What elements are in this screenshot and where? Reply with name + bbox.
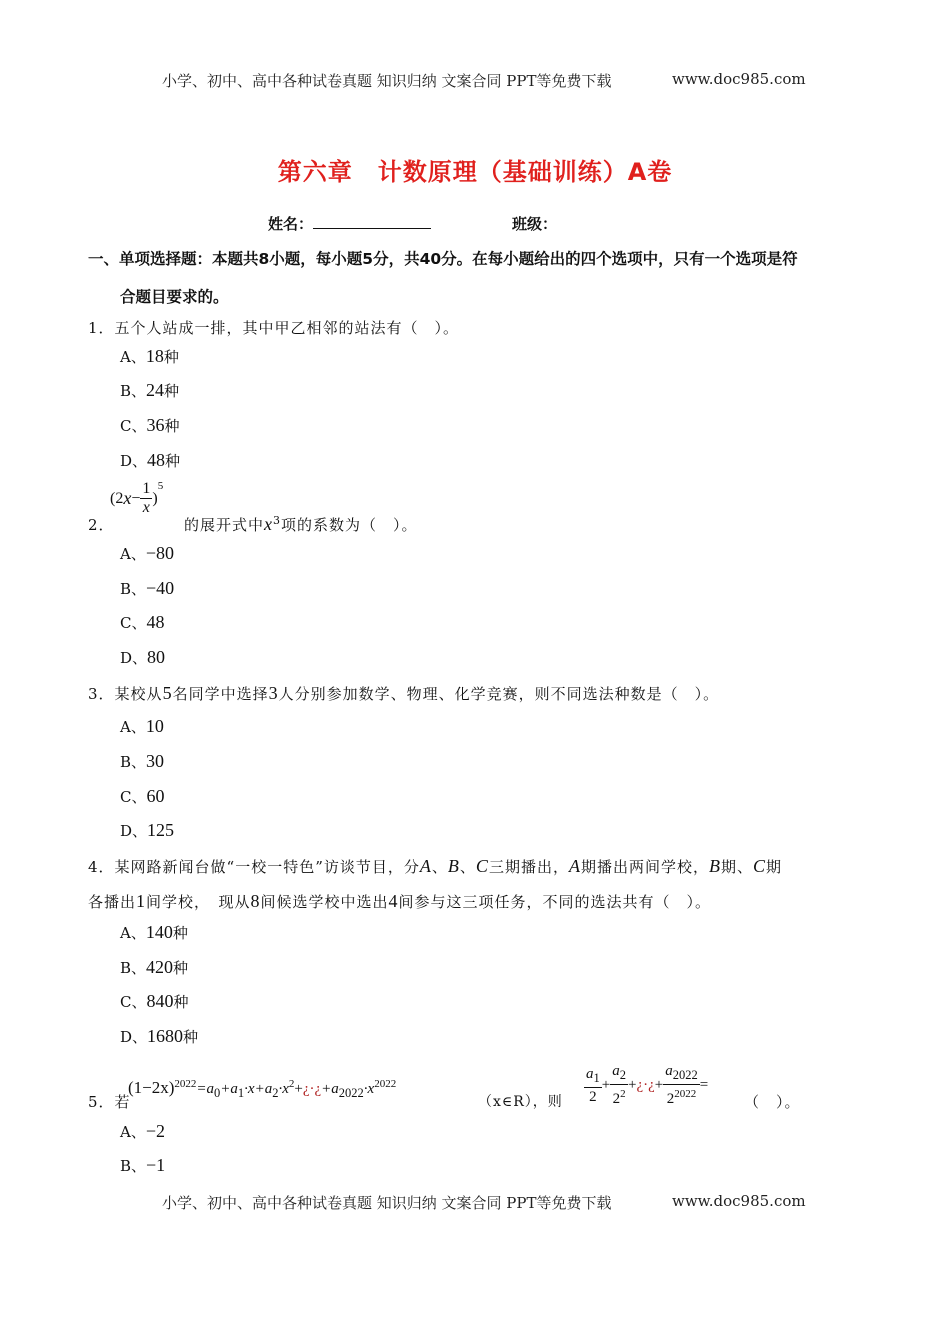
q4-var-b: B bbox=[447, 856, 460, 876]
q5-number: 5． bbox=[88, 1093, 115, 1111]
option-value: 10 bbox=[145, 716, 164, 736]
q4-l2-text-1: 各播出 bbox=[88, 893, 137, 911]
frac-num-sub: 2022 bbox=[672, 1068, 698, 1082]
q5-eq2: = bbox=[699, 1076, 709, 1093]
section-heading-line1: 一、单项选择题：本题共8小题，每小题5分，共40分。在每小题给出的四个选项中，只有一个选项是符 bbox=[88, 250, 798, 268]
q5-ellipsis: ¿·¿ bbox=[302, 1081, 322, 1097]
q4-option-c bbox=[120, 991, 189, 1012]
option-value: 18 bbox=[145, 346, 164, 366]
option-value: 48 bbox=[146, 612, 165, 632]
q3-option-a bbox=[120, 716, 164, 737]
q3-num-1: 5 bbox=[162, 683, 173, 703]
option-letter: B、 bbox=[120, 1157, 147, 1175]
option-letter: B、 bbox=[120, 959, 147, 977]
q1-option-c bbox=[120, 415, 180, 436]
q5-condition: （x∈R），则 bbox=[478, 1094, 563, 1110]
q4-l2-num-1: 1 bbox=[136, 891, 147, 911]
q3-num-2: 3 bbox=[268, 683, 279, 703]
q4-var-c2: C bbox=[752, 856, 766, 876]
q4-var-c: C bbox=[475, 856, 489, 876]
question-5-number bbox=[88, 1091, 131, 1112]
expr-x: x bbox=[123, 488, 132, 508]
q4-var-a2: A bbox=[568, 856, 581, 876]
q5-eq: =a bbox=[196, 1081, 215, 1097]
q4-var-b2: B bbox=[708, 856, 721, 876]
option-letter: D、 bbox=[120, 822, 148, 840]
expr-close: ) bbox=[152, 489, 158, 507]
q2-term-x: x bbox=[264, 514, 274, 534]
q2-option-d bbox=[120, 647, 165, 668]
option-unit: 种 bbox=[172, 924, 188, 942]
frac-den: 2 bbox=[612, 1091, 621, 1107]
q2-expression bbox=[110, 480, 163, 517]
q5-option-a bbox=[120, 1121, 165, 1142]
frac-den-pow: 2 bbox=[620, 1088, 626, 1100]
header-site: www.doc985.com bbox=[672, 70, 806, 88]
frac-den-pow: 2022 bbox=[674, 1088, 697, 1100]
name-field bbox=[268, 213, 431, 234]
frac-den: 2 bbox=[589, 1088, 597, 1105]
option-letter: C、 bbox=[120, 993, 147, 1011]
section-heading-line2: 合题目要求的。 bbox=[120, 288, 229, 306]
q4-sep-2: 、 bbox=[459, 858, 476, 876]
option-value: 24 bbox=[146, 380, 165, 400]
option-value: 30 bbox=[146, 751, 165, 771]
option-unit: 种 bbox=[173, 993, 189, 1011]
frac-num: a bbox=[612, 1063, 620, 1079]
q5-option-b bbox=[120, 1155, 165, 1176]
question-2-text bbox=[184, 514, 418, 535]
option-value: 1680 bbox=[147, 1026, 184, 1046]
q5-ellipsis-2: ¿·¿ bbox=[636, 1076, 655, 1093]
frac-num: a bbox=[665, 1063, 673, 1079]
frac-num-sub: 2 bbox=[619, 1068, 626, 1082]
option-value: −40 bbox=[146, 578, 175, 598]
question-4-line1 bbox=[88, 856, 782, 877]
q4-text-3: 期播出两间学校， bbox=[580, 858, 709, 876]
q5-sub-2: 2 bbox=[272, 1086, 279, 1100]
q1-option-d bbox=[120, 450, 180, 471]
frac-num: a bbox=[586, 1065, 594, 1082]
q4-sep-1: 、 bbox=[431, 858, 448, 876]
footer-site: www.doc985.com bbox=[672, 1192, 806, 1210]
q5-pow-2022: 2022 bbox=[374, 1078, 397, 1090]
q4-text-5: 期 bbox=[766, 858, 783, 876]
expr-pow: 5 bbox=[157, 480, 164, 492]
option-letter: D、 bbox=[120, 1028, 148, 1046]
q3-text-3: 人分别参加数学、物理、化学竞赛，则不同选法种数是（ ）。 bbox=[278, 685, 720, 703]
option-value: 36 bbox=[146, 415, 165, 435]
footer-text: 小学、初中、高中各种试卷真题 知识归纳 文案合同 PPT等免费下载 bbox=[162, 1194, 612, 1212]
q4-l2-text-2: 间学校， 现从 bbox=[146, 893, 251, 911]
q5-frac-2 bbox=[610, 1062, 628, 1108]
class-label: 班级： bbox=[512, 215, 558, 233]
option-letter: A、 bbox=[120, 1123, 146, 1141]
q5-p6: ·x bbox=[363, 1081, 375, 1097]
q5-frac-3 bbox=[663, 1062, 700, 1108]
q4-option-d bbox=[120, 1026, 198, 1047]
q5-sub-2022: 2022 bbox=[338, 1086, 364, 1100]
q5-sum: $\frac{a_1}{2}$ + $\frac{a_2}{2^2}$ + ¿·¿ + $\frac{a_{2022}}{2^{2022}}$ = bbox=[586, 1063, 709, 1107]
option-letter: C、 bbox=[120, 417, 147, 435]
q4-number: 4． bbox=[88, 858, 115, 876]
option-letter: B、 bbox=[120, 753, 147, 771]
q3-text-1: 某校从 bbox=[114, 685, 163, 703]
q3-option-d bbox=[120, 820, 174, 841]
q5-sub-1: 1 bbox=[237, 1086, 245, 1100]
q5-p3: ·x bbox=[278, 1081, 289, 1097]
q3-text-2: 名同学中选择 bbox=[172, 685, 269, 703]
q2-text-a: 的展开式中 bbox=[184, 516, 265, 534]
option-unit: 种 bbox=[165, 452, 181, 470]
option-value: −80 bbox=[145, 543, 174, 563]
question-4-line2 bbox=[88, 891, 711, 912]
frac-num-sub: 1 bbox=[593, 1070, 600, 1085]
q4-l2-text-4: 间参与这三项任务，不同的选法共有（ ）。 bbox=[398, 893, 712, 911]
question-1: 1．五个人站成一排，其中甲乙相邻的站法有（ ）。 bbox=[88, 319, 460, 337]
option-unit: 种 bbox=[164, 382, 180, 400]
option-letter: A、 bbox=[120, 718, 146, 736]
q5-expansion bbox=[128, 1078, 396, 1101]
page-title: 第六章 计数原理（基础训练）A卷 bbox=[277, 158, 673, 186]
q4-l2-text-3: 间候选学校中选出 bbox=[260, 893, 389, 911]
q5-pow-2: 2 bbox=[288, 1078, 295, 1090]
q5-plus: + bbox=[601, 1076, 611, 1093]
header-text: 小学、初中、高中各种试卷真题 知识归纳 文案合同 PPT等免费下载 bbox=[162, 72, 612, 90]
q4-option-a bbox=[120, 922, 188, 943]
option-value: 80 bbox=[147, 647, 166, 667]
question-2-number: 2． bbox=[88, 516, 115, 534]
q5-sub-0: 0 bbox=[214, 1086, 221, 1100]
frac-den: 2 bbox=[666, 1091, 675, 1107]
option-letter: A、 bbox=[120, 924, 146, 942]
option-unit: 种 bbox=[164, 417, 180, 435]
option-value: 60 bbox=[146, 786, 165, 806]
option-letter: D、 bbox=[120, 452, 148, 470]
option-letter: C、 bbox=[120, 788, 147, 806]
q1-option-a bbox=[120, 346, 179, 367]
q4-l2-num-2: 8 bbox=[250, 891, 261, 911]
q4-text-2: 三期播出， bbox=[488, 858, 569, 876]
q5-p5: +a bbox=[321, 1081, 339, 1097]
q4-l2-num-3: 4 bbox=[388, 891, 399, 911]
q3-option-b bbox=[120, 751, 164, 772]
option-value: 125 bbox=[147, 820, 175, 840]
q3-number: 3． bbox=[88, 685, 115, 703]
q2-fraction bbox=[140, 480, 152, 517]
option-letter: B、 bbox=[120, 580, 147, 598]
q5-p4: + bbox=[294, 1081, 303, 1097]
name-underline bbox=[313, 214, 431, 229]
q5-frac-1 bbox=[584, 1065, 602, 1106]
q2-option-a bbox=[120, 543, 174, 564]
option-letter: A、 bbox=[120, 348, 146, 366]
q5-p1: +a bbox=[220, 1081, 238, 1097]
option-unit: 种 bbox=[173, 959, 189, 977]
option-value: 420 bbox=[146, 957, 174, 977]
q5-lhs-pow: 2022 bbox=[174, 1078, 197, 1090]
q2-option-b bbox=[120, 578, 174, 599]
option-value: 840 bbox=[146, 991, 174, 1011]
q4-var-a: A bbox=[419, 856, 432, 876]
option-value: 48 bbox=[147, 450, 166, 470]
q5-p2: ·x+a bbox=[244, 1081, 273, 1097]
option-letter: D、 bbox=[120, 649, 148, 667]
name-label: 姓名： bbox=[268, 215, 314, 233]
q4-option-b bbox=[120, 957, 188, 978]
q3-option-c bbox=[120, 786, 164, 807]
q2-term-pow: 3 bbox=[273, 514, 282, 527]
option-value: −1 bbox=[146, 1155, 166, 1175]
q2-option-c bbox=[120, 612, 164, 633]
option-value: 140 bbox=[145, 922, 173, 942]
option-value: −2 bbox=[145, 1121, 165, 1141]
option-unit: 种 bbox=[163, 348, 179, 366]
option-unit: 种 bbox=[183, 1028, 199, 1046]
option-letter: B、 bbox=[120, 382, 147, 400]
question-3 bbox=[88, 683, 719, 704]
option-letter: A、 bbox=[120, 545, 146, 563]
q1-option-b bbox=[120, 380, 179, 401]
expr-open: (2 bbox=[110, 489, 124, 507]
q5-ruo: 若 bbox=[114, 1093, 131, 1111]
q4-text-1: 某网路新闻台做“一校一特色”访谈节目，分 bbox=[114, 858, 420, 876]
q2-text-b: 项的系数为（ ）。 bbox=[281, 516, 418, 534]
q4-text-4: 期、 bbox=[720, 858, 753, 876]
option-letter: C、 bbox=[120, 614, 147, 632]
frac-num: 1 bbox=[142, 480, 151, 497]
q5-lhs: (1−2x) bbox=[128, 1078, 175, 1097]
q5-paren: （ ）。 bbox=[744, 1093, 801, 1111]
expr-minus: − bbox=[131, 489, 141, 507]
frac-den: x bbox=[142, 499, 150, 516]
